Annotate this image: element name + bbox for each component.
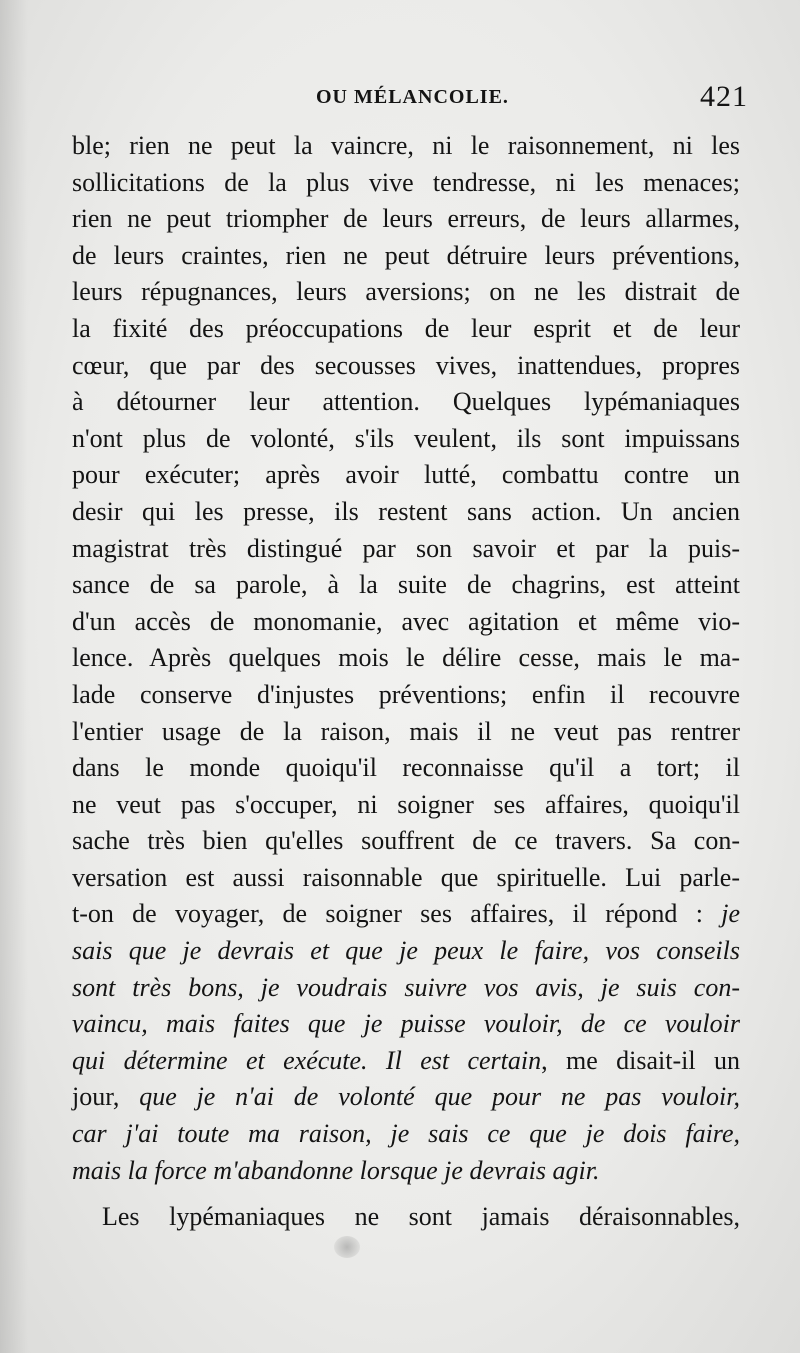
italic-segment: qui détermine et exécute. Il est certain xyxy=(72,1045,542,1075)
text-segment: cœur, que par des secousses vives, inattendues, propres xyxy=(72,350,740,380)
body-text xyxy=(72,128,740,1236)
text-line xyxy=(72,1199,740,1236)
ink-smudge xyxy=(334,1236,360,1258)
italic-segment: je xyxy=(721,899,740,929)
italic-segment: car j'ai toute ma raison, je sais ce que je dois faire, xyxy=(72,1119,740,1149)
text-segment: jour, xyxy=(72,1082,140,1112)
text-line xyxy=(72,787,740,824)
text-segment: ne veut pas s'occuper, ni soigner ses affaires, quoiqu'il xyxy=(72,789,740,819)
text-line xyxy=(72,311,740,348)
text-line xyxy=(72,274,740,311)
text-segment: lence. Après quelques mois le délire cesse, mais le ma- xyxy=(72,643,740,673)
text-segment: la fixité des préoccupations de leur esprit et de leur xyxy=(72,313,740,343)
text-line xyxy=(72,1116,740,1153)
text-line xyxy=(72,1153,740,1190)
italic-segment: sont très bons, je voudrais suivre vos avis, je suis con- xyxy=(72,972,740,1002)
text-line xyxy=(72,1043,740,1080)
text-line xyxy=(72,896,740,933)
text-segment: lade conserve d'injustes préventions; enfin il recouvre xyxy=(72,679,740,709)
italic-segment: sais que je devrais et que je peux le faire, vos conseils xyxy=(72,936,740,966)
italic-segment: que je n'ai de volonté que pour ne pas vouloir, xyxy=(139,1082,740,1112)
text-line xyxy=(72,348,740,385)
text-line xyxy=(72,567,740,604)
italic-segment: vaincu, mais faites que je puisse vouloir, de ce vouloir xyxy=(72,1009,740,1039)
text-line xyxy=(72,860,740,897)
text-segment: d'un accès de monomanie, avec agitation et même vio- xyxy=(72,606,740,636)
text-segment: , me disait-il un xyxy=(541,1045,740,1075)
text-line xyxy=(72,823,740,860)
page-spine-shadow xyxy=(0,0,28,1353)
text-line xyxy=(72,714,740,751)
text-line xyxy=(72,531,740,568)
text-line xyxy=(72,933,740,970)
text-line xyxy=(72,677,740,714)
text-segment: magistrat très distingué par son savoir et par la puis- xyxy=(72,533,740,563)
text-segment: desir qui les presse, ils restent sans action. Un ancien xyxy=(72,496,740,526)
page-number: 421 xyxy=(700,80,748,113)
text-line xyxy=(72,457,740,494)
text-line xyxy=(72,165,740,202)
text-line xyxy=(72,128,740,165)
text-segment: rien ne peut triompher de leurs erreurs, de leurs allarmes, xyxy=(72,204,740,234)
running-head: OU MÉLANCOLIE. xyxy=(316,86,509,108)
text-segment: pour exécuter; après avoir lutté, combattu contre un xyxy=(72,460,740,490)
text-segment: à détourner leur attention. Quelques lypémaniaques xyxy=(72,387,740,417)
text-line xyxy=(72,238,740,275)
text-line xyxy=(72,970,740,1007)
text-segment: de leurs craintes, rien ne peut détruire leurs préventions, xyxy=(72,240,740,270)
text-segment: dans le monde quoiqu'il reconnaisse qu'il a tort; il xyxy=(72,753,740,783)
text-segment: sance de sa parole, à la suite de chagrins, est atteint xyxy=(72,570,740,600)
text-line xyxy=(72,1079,740,1116)
paragraph-1 xyxy=(72,128,740,1189)
text-segment: l'entier usage de la raison, mais il ne veut pas rentrer xyxy=(72,716,740,746)
text-segment: Les lypémaniaques ne sont jamais déraisonnables, xyxy=(102,1202,740,1232)
text-segment: ble; rien ne peut la vaincre, ni le raisonnement, ni les xyxy=(72,131,740,160)
text-segment: leurs répugnances, leurs aversions; on ne les distrait de xyxy=(72,277,740,307)
text-line xyxy=(72,750,740,787)
text-segment: sache très bien qu'elles souffrent de ce travers. Sa con- xyxy=(72,826,740,856)
text-line xyxy=(72,604,740,641)
text-line xyxy=(72,494,740,531)
text-line xyxy=(72,1006,740,1043)
text-line xyxy=(72,201,740,238)
text-line xyxy=(72,384,740,421)
italic-segment: mais la force m'abandonne lorsque je devrais agir. xyxy=(72,1155,600,1185)
paragraph-2 xyxy=(72,1199,740,1236)
page-header xyxy=(0,80,800,116)
text-segment: n'ont plus de volonté, s'ils veulent, ils sont impuissans xyxy=(72,423,740,453)
text-segment: versation est aussi raisonnable que spirituelle. Lui parle- xyxy=(72,862,740,892)
text-segment: t-on de voyager, de soigner ses affaires, il répond : xyxy=(72,899,722,929)
text-segment: sollicitations de la plus vive tendresse, ni les menaces; xyxy=(72,167,740,197)
text-line xyxy=(72,640,740,677)
text-line xyxy=(72,421,740,458)
